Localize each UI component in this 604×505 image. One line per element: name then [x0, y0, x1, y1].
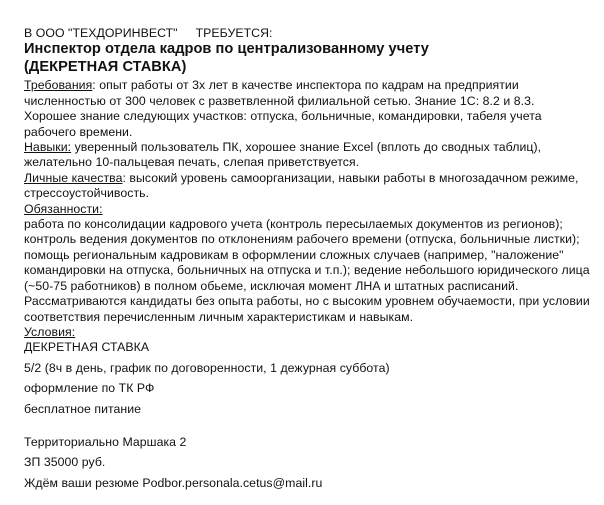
job-posting-document	[24, 26, 596, 491]
requirements-line-1: Требования: опыт работы от 3х лет в качестве инспектора по кадрам на предприятии	[24, 78, 519, 93]
duties-line: соответствия перечисленным личным характеристикам и навыкам.	[24, 309, 414, 324]
skills-label: Навыки:	[24, 140, 72, 155]
conditions-item: 5/2 (8ч в день, график по договоренности, 1 дежурная суббота)	[24, 360, 390, 375]
required-label: ТРЕБУЕТСЯ:	[195, 26, 273, 40]
requirements-line-3: Хорошее знание следующих участков: отпуска, больничные, командировки, табеля учета	[24, 109, 542, 124]
duties-line: работа по консолидации кадрового учета (контроль пересылаемых документов из регионов);	[24, 217, 563, 232]
duties-line: командировки на отпуска, больничных на отпуска и т.п.); ведение небольшого юридического лица	[24, 263, 590, 278]
job-title: Инспектор отдела кадров по централизованному учету	[24, 41, 429, 58]
resume-line: Ждём ваши резюме Podbor.personala.cetus@mail.ru	[24, 475, 323, 490]
company-name: В ООО "ТЕХДОРИНВЕСТ"	[24, 26, 178, 40]
personal-label: Личные качества	[24, 170, 123, 185]
conditions-item: бесплатное питание	[24, 401, 142, 416]
conditions-label: Условия:	[24, 324, 76, 339]
conditions-item: оформление по ТК РФ	[24, 381, 155, 396]
personal-line-1: Личные качества: высокий уровень самоорганизации, навыки работы в многозадачном режиме,	[24, 170, 579, 185]
job-title-rate: (ДЕКРЕТНАЯ СТАВКА)	[24, 58, 187, 75]
duties-line: (~50-75 работников) в полном обьеме, исключая момент ЛНА и штатных расписаний.	[24, 278, 519, 293]
skills-line-2: желательно 10-пальцевая печать, слепая приветствуется.	[24, 155, 360, 170]
duties-label: Обязанности:	[24, 201, 103, 216]
requirements-label: Требования	[24, 78, 93, 93]
duties-line: помощь региональным кадровикам в оформлении сложных случаев (например, "наложение"	[24, 247, 564, 262]
salary-line: ЗП 35000 руб.	[24, 455, 106, 470]
location-line: Территориально Маршака 2	[24, 434, 187, 449]
company-line	[24, 26, 596, 41]
duties-line: Рассматриваются кандидаты без опыта работы, но с высоким уровнем обучаемости, при условии	[24, 294, 590, 309]
duties-line: контроль ведения документов по отклонениям рабочего времени (отпуска, больничные листки);	[24, 232, 580, 247]
skills-line-1: Навыки: уверенный пользователь ПК, хорошее знание Excel (вплоть до сводных таблиц),	[24, 140, 542, 155]
conditions-item: ДЕКРЕТНАЯ СТАВКА	[24, 340, 150, 355]
requirements-line-2: численностью от 300 человек с разветвленной филиальной сетью. Знание 1С: 8.2 и 8.3.	[24, 93, 535, 108]
personal-line-2: стрессоустойчивость.	[24, 186, 150, 201]
requirements-line-4: рабочего времени.	[24, 124, 133, 139]
